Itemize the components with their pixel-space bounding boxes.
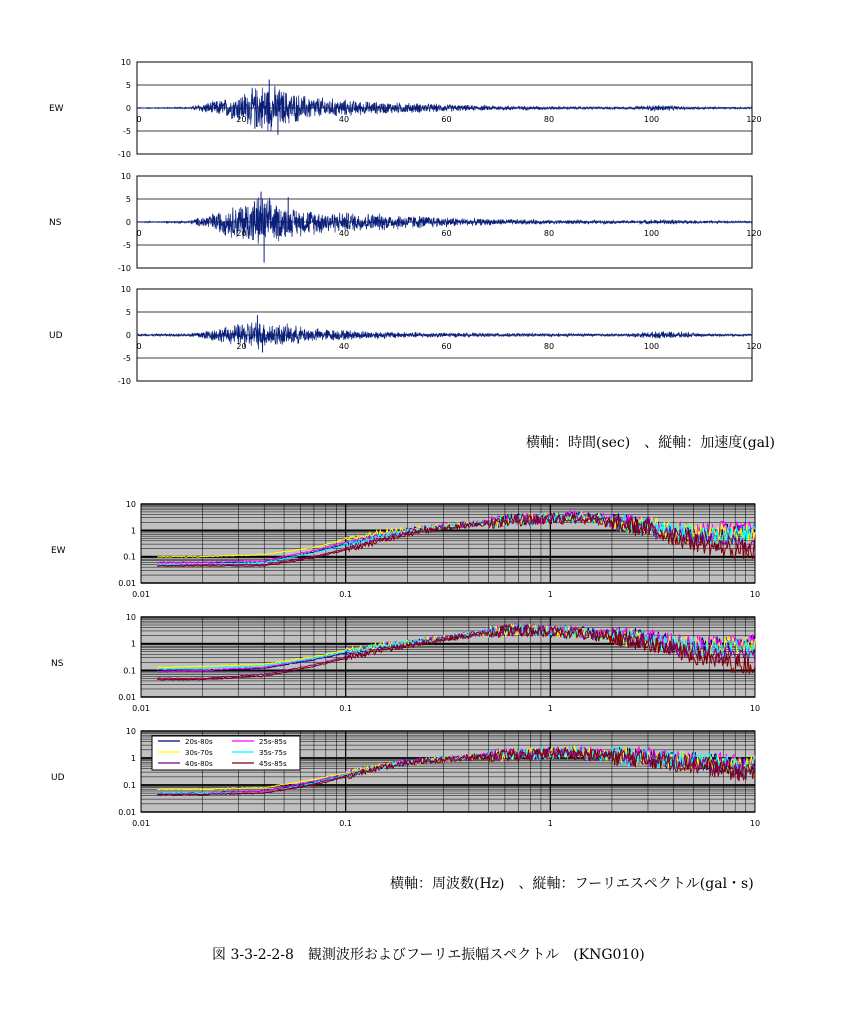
x-tick-label: 20 xyxy=(236,115,247,124)
spectrum-chart-ew xyxy=(51,500,760,599)
y-tick-label: 10 xyxy=(125,500,136,509)
x-tick-label: 1 xyxy=(547,590,553,599)
legend-label: 30s-70s xyxy=(185,749,213,757)
y-tick-label: -5 xyxy=(123,241,131,250)
x-tick-label: 10 xyxy=(749,704,761,713)
y-tick-label: 0.1 xyxy=(123,552,136,562)
x-tick-label: 100 xyxy=(643,115,660,124)
x-tick-label: 1 xyxy=(547,704,553,713)
x-tick-label: 120 xyxy=(746,229,762,238)
figure-caption: 図 3-3-2-2-8 観測波形およびフーリエ振幅スペクトル (KNG010) xyxy=(212,947,645,963)
waveform-chart-ew xyxy=(49,58,762,159)
y-tick-label: 10 xyxy=(120,58,131,67)
plot-area xyxy=(141,504,755,583)
legend-label: 45s-85s xyxy=(259,760,287,768)
x-tick-label: 0.01 xyxy=(132,704,150,713)
x-tick-label: 120 xyxy=(746,342,762,351)
spectrum-chart-ns xyxy=(51,613,760,713)
component-label: UD xyxy=(51,773,65,783)
y-tick-label: 0.01 xyxy=(118,579,136,588)
spectrum-chart-ud xyxy=(51,727,760,828)
y-tick-label: 5 xyxy=(125,195,131,204)
waveform-axis-note: 横軸：時間(sec) 、縦軸：加速度(gal) xyxy=(526,435,775,451)
x-tick-label: 0.1 xyxy=(339,819,353,828)
component-label: NS xyxy=(51,659,64,669)
x-tick-label: 0.1 xyxy=(339,704,353,713)
x-tick-label: 10 xyxy=(749,590,761,599)
legend-label: 25s-85s xyxy=(259,738,287,746)
x-tick-label: 0.1 xyxy=(339,590,353,599)
x-tick-label: 60 xyxy=(441,342,452,351)
y-tick-label: 5 xyxy=(125,308,131,317)
component-label: UD xyxy=(49,331,63,341)
x-tick-label: 10 xyxy=(749,819,761,828)
x-tick-label: 60 xyxy=(441,229,452,238)
x-tick-label: 0.01 xyxy=(132,819,150,828)
component-label: NS xyxy=(49,218,62,228)
y-tick-label: 0.01 xyxy=(118,693,136,702)
x-tick-label: 40 xyxy=(338,115,350,124)
x-tick-label: 80 xyxy=(543,342,555,351)
x-tick-label: 80 xyxy=(543,115,555,124)
plot-area xyxy=(141,617,755,697)
y-tick-label: 10 xyxy=(125,613,136,622)
spectrum-axis-note: 横軸：周波数(Hz) 、縦軸：フーリエスペクトル(gal・s) xyxy=(390,876,754,892)
y-tick-label: 1 xyxy=(130,639,136,649)
y-tick-label: 0.1 xyxy=(123,666,136,676)
y-tick-label: 5 xyxy=(125,81,131,90)
x-tick-label: 80 xyxy=(543,229,555,238)
y-tick-label: 0.1 xyxy=(123,781,136,790)
x-tick-label: 1 xyxy=(547,819,553,828)
x-tick-label: 20 xyxy=(236,229,247,238)
y-tick-label: 10 xyxy=(120,285,131,294)
x-tick-label: 60 xyxy=(441,115,452,124)
y-tick-label: 0 xyxy=(125,104,131,113)
y-tick-label: 1 xyxy=(130,754,136,763)
component-label: EW xyxy=(49,104,64,114)
legend-label: 40s-80s xyxy=(185,760,213,768)
y-tick-label: 10 xyxy=(120,172,131,181)
legend xyxy=(152,736,300,770)
x-tick-label: 0 xyxy=(136,229,142,238)
y-tick-label: -10 xyxy=(117,377,131,386)
y-tick-label: 0.01 xyxy=(118,808,136,817)
x-tick-label: 100 xyxy=(643,342,660,351)
y-tick-label: 1 xyxy=(130,526,136,536)
y-tick-label: -10 xyxy=(117,150,131,159)
y-tick-label: 0 xyxy=(125,331,131,340)
x-tick-label: 40 xyxy=(338,229,350,238)
y-tick-label: 10 xyxy=(125,727,136,736)
legend-label: 20s-80s xyxy=(185,738,213,746)
x-tick-label: 120 xyxy=(746,115,762,124)
x-tick-label: 0 xyxy=(136,115,142,124)
x-tick-label: 0.01 xyxy=(132,590,150,599)
y-tick-label: -5 xyxy=(123,354,131,363)
x-tick-label: 0 xyxy=(136,342,142,351)
x-tick-label: 100 xyxy=(643,229,660,238)
component-label: EW xyxy=(51,546,66,556)
waveform-chart-ud xyxy=(49,285,762,386)
legend-label: 35s-75s xyxy=(259,749,287,757)
waveform-chart-ns xyxy=(49,172,762,273)
x-tick-label: 40 xyxy=(338,342,350,351)
y-tick-label: -10 xyxy=(117,264,131,273)
y-tick-label: 0 xyxy=(125,218,131,227)
y-tick-label: -5 xyxy=(123,127,131,136)
x-tick-label: 20 xyxy=(236,342,247,351)
